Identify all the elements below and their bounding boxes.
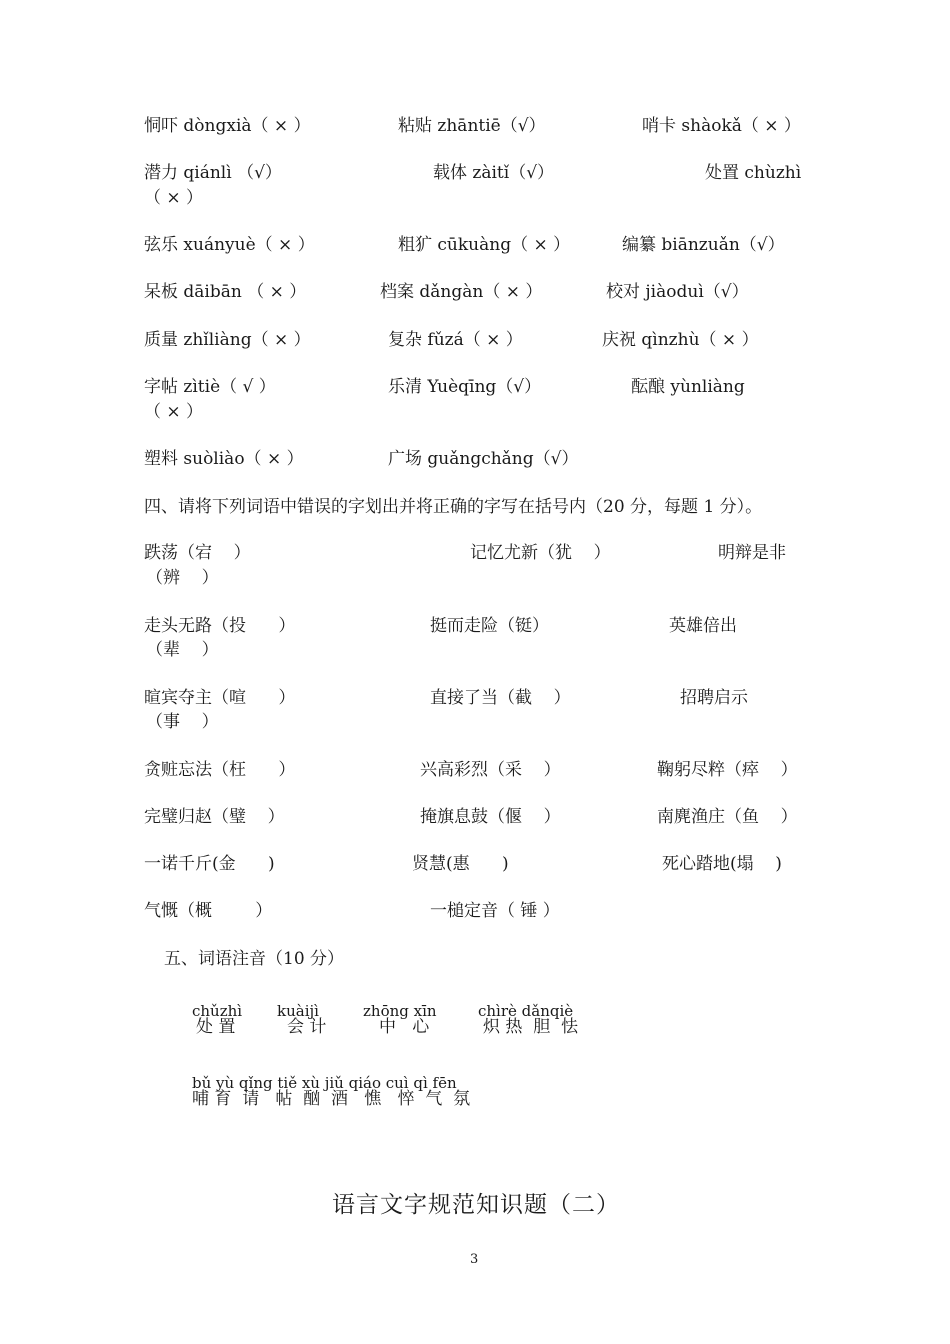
s3-item: 编纂 biānzuǎn（√） — [622, 235, 785, 255]
s3-item: 档案 dǎngàn（ × ） — [380, 282, 543, 302]
hanzi: 处 置 — [196, 1017, 236, 1037]
s3-item: 塑料 suòliào（ × ） — [144, 449, 304, 469]
s4-item: 兴高彩烈（采 ） — [420, 760, 561, 780]
s4-item: 鞠躬尽粹（瘁 ） — [657, 760, 798, 780]
s4-item: （事 ） — [146, 712, 219, 732]
s4-item: （辨 ） — [146, 568, 219, 588]
s4-item: 走头无路（投 ） — [144, 616, 296, 636]
s4-item: 记忆尤新（犹 ） — [470, 543, 611, 563]
hanzi: 炽 热 胆 怯 — [483, 1017, 579, 1037]
s3-item: 恫吓 dòngxià（ × ） — [144, 116, 311, 136]
s4-item: 南麂渔庄（鱼 ） — [657, 807, 798, 827]
s3-item: 潜力 qiánlì （√） — [144, 163, 282, 183]
pinyin: chǔzhì — [192, 1002, 243, 1020]
s4-item: 招聘启示 — [680, 688, 748, 708]
page-number: 3 — [470, 1252, 479, 1267]
s4-item: 明辩是非 — [718, 543, 786, 563]
s4-item: 直接了当（截 ） — [430, 688, 571, 708]
s4-item: 挺而走险（铤） — [430, 616, 549, 636]
s3-item: 乐清 Yuèqīng（√） — [388, 377, 542, 397]
s4-item: 英雄倍出 — [669, 616, 737, 636]
s4-item: 气慨（概 ） — [144, 901, 273, 921]
s4-item: 完璧归赵（璧 ） — [144, 807, 285, 827]
section4-heading: 四、请将下列词语中错误的字划出并将正确的字写在括号内（20 分，每题 1 分）。 — [144, 497, 763, 517]
s4-item: 暄宾夺主（喧 ） — [144, 688, 296, 708]
s3-item: 酝酿 yùnliàng — [631, 377, 745, 397]
pinyin: chìrè dǎnqiè — [478, 1002, 574, 1020]
s3-item: 字帖 zìtiè（ √ ） — [144, 377, 276, 397]
s3-item: 粘贴 zhāntiē（√） — [398, 116, 546, 136]
pinyin: bǔ yù qǐng tiě xù jiǔ qiáo cuì qì fēn — [192, 1074, 457, 1092]
s3-item: 载体 zàitǐ（√） — [433, 163, 555, 183]
s3-item: 处置 chùzhì — [705, 163, 802, 183]
s3-item: 广场 guǎngchǎng（√） — [388, 449, 579, 469]
s3-item: 呆板 dāibān （ × ） — [144, 282, 307, 302]
s4-item: 贪赃忘法（枉 ） — [144, 760, 296, 780]
s4-item: 掩旗息鼓（偃 ） — [420, 807, 561, 827]
s4-item: （辈 ） — [146, 640, 219, 660]
hanzi: 中 心 — [379, 1017, 430, 1037]
hanzi: 会 计 — [287, 1017, 327, 1037]
s4-item: 一诺千斤(金 ) — [144, 854, 275, 874]
s4-item: 跌荡（宕 ） — [144, 543, 251, 563]
section5-heading: 五、词语注音（10 分） — [164, 949, 345, 969]
s3-item: （ × ） — [144, 188, 204, 208]
s4-item: 一槌定音（ 锤 ） — [430, 901, 560, 921]
s4-item: 贤慧(惠 ) — [412, 854, 509, 874]
s3-item: 复杂 fǔzá（ × ） — [388, 330, 523, 350]
pinyin: zhōng xīn — [363, 1002, 437, 1020]
s3-item: 粗犷 cūkuàng（ × ） — [398, 235, 571, 255]
s3-item: 哨卡 shàokǎ（ × ） — [642, 116, 801, 136]
pinyin: kuàijì — [277, 1002, 319, 1020]
s3-item: 庆祝 qìnzhù（ × ） — [602, 330, 759, 350]
s4-item: 死心踏地(塌 ) — [662, 854, 782, 874]
hanzi: 哺 育 请 帖 酗 酒 憔 悴 气 氛 — [192, 1089, 471, 1109]
s3-item: 校对 jiàoduì（√） — [606, 282, 749, 302]
s3-item: 质量 zhǐliàng（ × ） — [144, 330, 311, 350]
page-title: 语言文字规范知识题（二） — [332, 1192, 620, 1218]
s3-item: （ × ） — [144, 402, 204, 422]
s3-item: 弦乐 xuányuè（ × ） — [144, 235, 315, 255]
